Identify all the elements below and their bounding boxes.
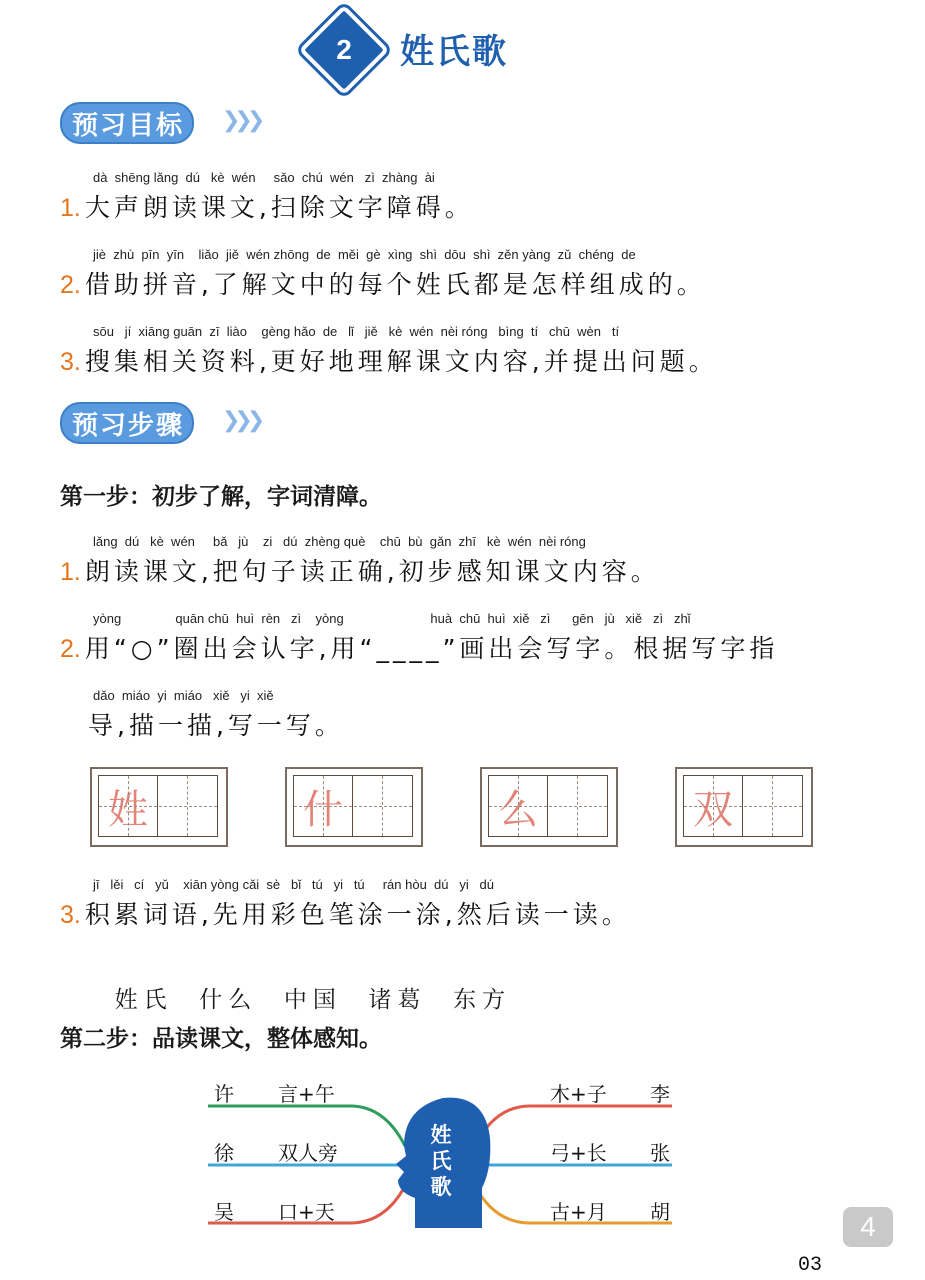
page-number: 03 xyxy=(798,1254,823,1277)
word[interactable]: 姓氏 xyxy=(114,987,173,1013)
step1-item-2-cont: 导,描一描,写一写。 xyxy=(88,711,344,740)
word[interactable]: 诸葛 xyxy=(368,987,427,1013)
goal-text: 借助拼音,了解文中的每个姓氏都是怎样组成的。 xyxy=(84,270,706,299)
guide-line xyxy=(128,776,129,836)
guide-line xyxy=(713,776,714,836)
goal-text: 大声朗读课文,扫除文字障碍。 xyxy=(84,193,474,222)
mindmap-char: 李 xyxy=(650,1082,670,1106)
mindmap-parts: 言+午 xyxy=(278,1082,335,1106)
item-number: 3. xyxy=(60,348,81,376)
mindmap-parts: 古+月 xyxy=(550,1200,607,1224)
guide-line xyxy=(323,776,324,836)
mindmap-char: 徐 xyxy=(214,1141,234,1165)
step-text: 积累词语,先用彩色笔涂一涂,然后读一读。 xyxy=(84,900,631,929)
mindmap-char: 胡 xyxy=(650,1200,670,1224)
trace-char: 姓 xyxy=(108,786,148,833)
guide-line xyxy=(187,776,188,836)
guide-line xyxy=(489,806,607,807)
step-text: 用“○”圈出会认字,用“____”画出会写字。根据写字指 xyxy=(84,634,779,663)
practice-box[interactable] xyxy=(90,767,228,847)
guide-line xyxy=(518,776,519,836)
chevron-right-icon: ❯❯❯ xyxy=(222,108,260,133)
item-number: 3. xyxy=(60,901,81,929)
pinyin-line: lǎng dú kè wén bǎ jù zi dú zhèng què chū bù gǎn zhī kè wén nèi róng xyxy=(93,534,586,549)
pinyin-line: dà shēng lǎng dú kè wén sǎo chú wén zì zhàng ài xyxy=(93,170,435,185)
goal-item-2 xyxy=(60,265,706,301)
goal-item-3 xyxy=(60,342,718,378)
item-number: 2. xyxy=(60,635,81,663)
page-badge: 4 xyxy=(843,1207,893,1247)
writing-grid xyxy=(683,775,803,837)
mindmap-parts: 双人旁 xyxy=(278,1141,338,1165)
goal-item-1 xyxy=(60,188,474,224)
word[interactable]: 什么 xyxy=(199,987,258,1013)
item-number: 1. xyxy=(60,558,81,586)
word[interactable]: 中国 xyxy=(283,987,342,1013)
section-banner-steps: 预习步骤 xyxy=(60,402,194,444)
mindmap-char: 许 xyxy=(214,1082,234,1106)
guide-line xyxy=(772,776,773,836)
practice-box[interactable] xyxy=(285,767,423,847)
item-number: 2. xyxy=(60,271,81,299)
lesson-number: 2 xyxy=(336,34,352,65)
center-char: 氏 xyxy=(430,1149,452,1173)
mindmap-char: 吴 xyxy=(214,1200,234,1224)
center-char: 姓 xyxy=(430,1123,452,1147)
step1-item-2 xyxy=(60,629,778,665)
writing-grid xyxy=(98,775,218,837)
pinyin-line: sōu jí xiāng guān zī liào gèng hǎo de lǐ jiě kè wén nèi róng bìng tí chū wèn tí xyxy=(93,324,620,339)
pinyin-line: dǎo miáo yi miáo xiě yi xiě xyxy=(93,688,274,703)
guide-line xyxy=(99,806,217,807)
goal-text: 搜集相关资料,更好地理解课文内容,并提出问题。 xyxy=(84,347,718,376)
guide-line xyxy=(382,776,383,836)
writing-grid xyxy=(488,775,608,837)
mindmap-parts: 口+天 xyxy=(278,1200,335,1224)
item-number: 1. xyxy=(60,194,81,222)
guide-line xyxy=(577,776,578,836)
pinyin-line: jī lěi cí yǔ xiān yòng cǎi sè bǐ tú yi tú rán hòu dú yi dú xyxy=(93,877,495,892)
pinyin-line: yòng quān chū huì rèn zì yòng huà chū huì xiě zì gēn jù xiě zì zhǐ xyxy=(93,611,691,626)
step2-heading: 第二步：品读课文，整体感知。 xyxy=(60,1026,382,1052)
center-char: 歌 xyxy=(430,1175,452,1199)
trace-char: 双 xyxy=(693,786,733,833)
mindmap-center xyxy=(426,1122,456,1200)
guide-line xyxy=(684,806,802,807)
step1-item-3 xyxy=(60,895,631,931)
step1-item-1 xyxy=(60,552,660,588)
section-banner-goals: 预习目标 xyxy=(60,102,194,144)
lesson-title: 姓氏歌 xyxy=(400,32,508,72)
word-list xyxy=(88,955,511,1014)
guide-line xyxy=(294,806,412,807)
step1-heading: 第一步：初步了解，字词清障。 xyxy=(60,484,382,510)
writing-grid xyxy=(293,775,413,837)
practice-box[interactable] xyxy=(480,767,618,847)
pinyin-line: jiè zhù pīn yīn liǎo jiě wén zhōng de měi gè xìng shì dōu shì zěn yàng zǔ chéng de xyxy=(93,247,636,262)
practice-box[interactable] xyxy=(675,767,813,847)
word[interactable]: 东方 xyxy=(453,987,512,1013)
mindmap-char: 张 xyxy=(650,1141,670,1165)
chevron-right-icon: ❯❯❯ xyxy=(222,408,260,433)
trace-char: 么 xyxy=(498,786,538,833)
mindmap-parts: 木+子 xyxy=(550,1082,607,1106)
step-text: 朗读课文,把句子读正确,初步感知课文内容。 xyxy=(84,557,660,586)
mindmap-parts: 弓+长 xyxy=(550,1141,607,1165)
trace-char: 什 xyxy=(303,786,343,833)
